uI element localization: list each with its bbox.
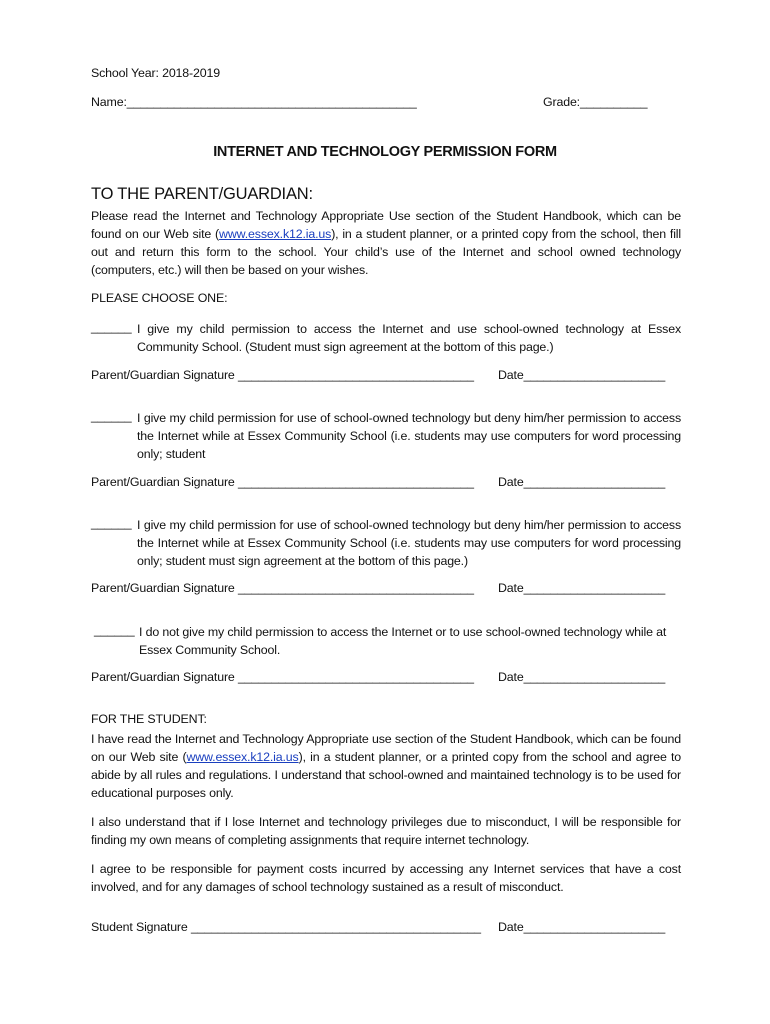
option-2-date[interactable]: Date_____________________ [498, 475, 666, 489]
option-2-blank[interactable]: ______ [91, 409, 132, 423]
option-3-blank[interactable]: ______ [91, 516, 132, 530]
option-3-text: I give my child permission for use of school-owned technology but deny him/her permission to access the Internet while at Essex Community School (i.e. students may use computers for word processing only; student must sign agreement at the bottom of this page.) [137, 518, 681, 568]
option-1-text: I give my child permission to access the Internet and use school-owned technology at Essex Community School. (Student must sign agreement at the bottom of this page.) [137, 322, 681, 354]
website-link[interactable]: www.essex.k12.ia.us [219, 227, 332, 241]
student-heading: FOR THE STUDENT: [91, 712, 207, 726]
student-para-3: I agree to be responsible for payment costs incurred by accessing any Internet services that have a cost involved, and for any damages of school technology sustained as a result of misconduct. [91, 862, 681, 894]
option-3-date[interactable]: Date_____________________ [498, 581, 666, 595]
name-field[interactable]: Name:___________________________________________ [91, 95, 417, 109]
student-para-2: I also understand that if I lose Internet and technology privileges due to misconduct, I will be responsible for finding my own means of completing assignments that require internet technology. [91, 815, 681, 847]
option-1-blank[interactable]: ______ [91, 320, 132, 334]
choose-one-label: PLEASE CHOOSE ONE: [91, 291, 228, 305]
option-2-signature[interactable]: Parent/Guardian Signature ___________________________________ [91, 475, 474, 489]
option-2-text: I give my child permission for use of school-owned technology but deny him/her permission to access the Internet while at Essex Community School (i.e. students may use computers for word processing only; student [137, 411, 681, 461]
school-year: School Year: 2018-2019 [91, 66, 220, 80]
option-4-blank[interactable]: ______ [94, 623, 135, 637]
student-para-1: I have read the Internet and Technology Appropriate use section of the Student Handbook, which can be found on our Web site (www.essex.k12.ia.us), in a student planner, or a printed copy from the school and agree to abide by all rules and regulations. I understand that school-owned and maintained technology is to be used for educational purposes only. [91, 732, 681, 800]
student-date[interactable]: Date_____________________ [498, 920, 666, 934]
form-title: INTERNET AND TECHNOLOGY PERMISSION FORM [213, 144, 557, 160]
option-4-date[interactable]: Date_____________________ [498, 670, 666, 684]
option-1-signature[interactable]: Parent/Guardian Signature ___________________________________ [91, 368, 474, 382]
student-signature[interactable]: Student Signature ___________________________________________ [91, 920, 481, 934]
grade-field[interactable]: Grade:__________ [543, 95, 648, 109]
option-4-text: I do not give my child permission to access the Internet or to use school-owned technology while at Essex Community School. [139, 625, 667, 657]
student-website-link[interactable]: www.essex.k12.ia.us [186, 750, 299, 764]
parent-heading: TO THE PARENT/GUARDIAN: [91, 185, 313, 203]
option-4-signature[interactable]: Parent/Guardian Signature ___________________________________ [91, 670, 474, 684]
parent-intro: Please read the Internet and Technology Appropriate Use section of the Student Handbook, which can be found on our Web site (www.essex.k12.ia.us), in a student planner, or a printed copy from the school, then fill out and return this form to the school. Your child’s use of the Internet and school owned technology (computers, etc.) will then be based on your wishes. [91, 209, 682, 277]
option-3-signature[interactable]: Parent/Guardian Signature ___________________________________ [91, 581, 474, 595]
option-1-date[interactable]: Date_____________________ [498, 368, 666, 382]
